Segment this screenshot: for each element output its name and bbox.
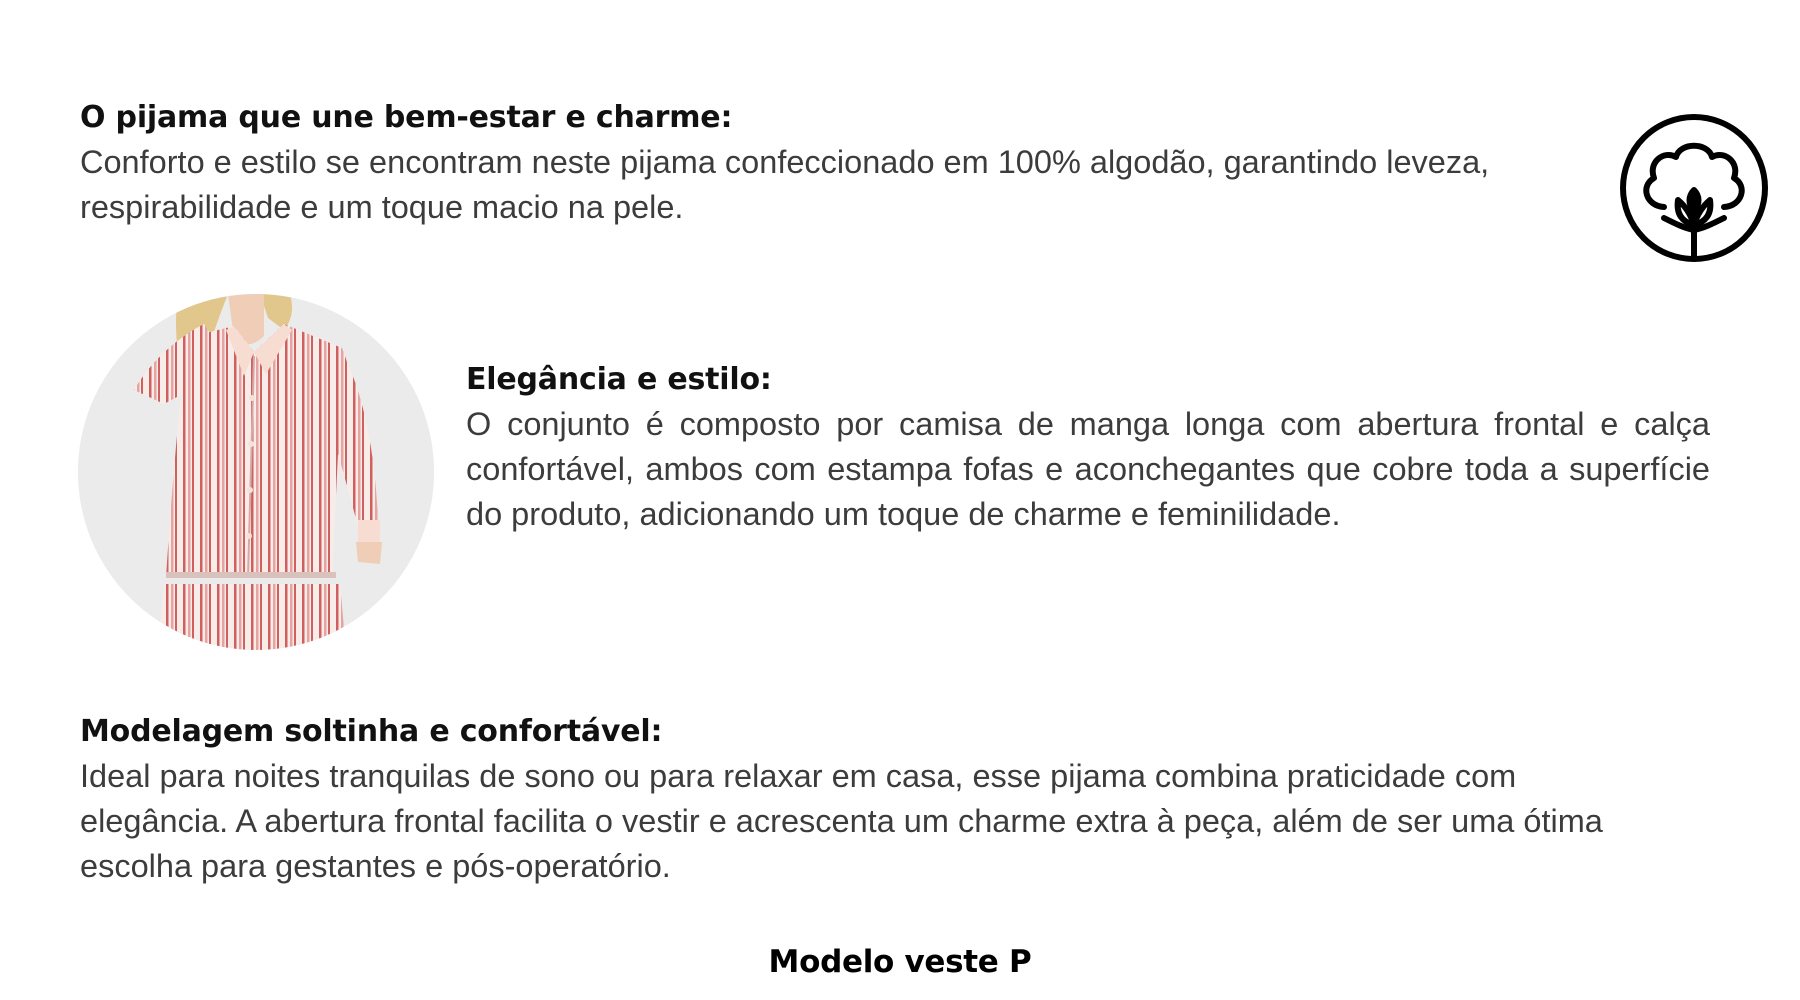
section-fit-text: Ideal para noites tranquilas de sono ou para relaxar em casa, esse pijama combina praticidade com elegância. A abertura frontal facilita o vestir e acrescenta um charme extra à peça, além de ser uma ótima escolha para gestantes e pós-operatório. [80,758,1603,884]
section-elegance-text: O conjunto é composto por camisa de manga longa com abertura frontal e calça confortável, ambos com estampa fofas e aconchegantes que cobre toda a superfície do produto, adicionando um toque de charme e feminilidade. [466,406,1710,532]
section-cotton-title: O pijama que une bem-estar e charme: [80,100,733,135]
section-fit [80,710,1640,889]
model-size-note: Modelo veste P [768,944,1032,980]
section-elegance-title: Elegância e estilo: [466,362,772,397]
product-photo [78,294,434,650]
cotton-flower-icon [1618,112,1770,264]
section-elegance [466,358,1710,537]
section-cotton [80,96,1580,230]
section-fit-title: Modelagem soltinha e confortável: [80,714,663,749]
section-cotton-text: Conforto e estilo se encontram neste pijama confeccionado em 100% algodão, garantindo leveza, respirabilidade e um toque macio na pele. [80,144,1490,225]
